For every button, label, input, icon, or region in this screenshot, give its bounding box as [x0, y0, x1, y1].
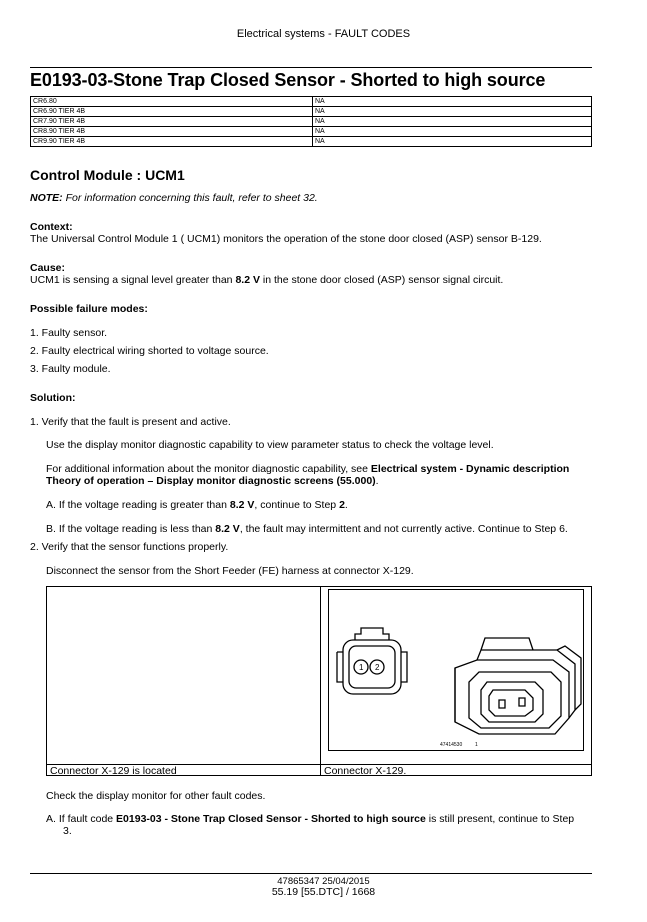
- model-value: NA: [313, 107, 592, 117]
- model-row: [31, 137, 592, 147]
- footer-rule: [30, 873, 592, 874]
- step-a-step: 2: [339, 499, 345, 511]
- cause-text: [30, 274, 503, 286]
- cause-post: in the stone door closed (ASP) sensor signal circuit.: [259, 274, 504, 286]
- failure-mode-item: 2. Faulty electrical wiring shorted to voltage source.: [30, 345, 269, 357]
- image-id: 47414530: [440, 742, 463, 748]
- page-header: Electrical systems - FAULT CODES: [236, 28, 411, 40]
- cause-value: 8.2 V: [235, 274, 260, 286]
- connector-drawing: [329, 590, 583, 750]
- solution-step-1: 1. Verify that the fault is present and active.: [30, 416, 231, 428]
- control-module-heading: Control Module : UCM1: [30, 167, 185, 183]
- step-b-pre: B. If the voltage reading is less than: [46, 523, 216, 535]
- cause-pre: UCM1 is sensing a signal level greater than: [30, 274, 236, 286]
- model-table: [30, 96, 592, 147]
- solution-step-2-text: Disconnect the sensor from the Short Feeder (FE) harness at connector X-129.: [46, 565, 414, 577]
- after-step-a: [46, 813, 594, 837]
- step-a-end: .: [344, 499, 348, 511]
- note: [30, 192, 318, 204]
- step-b-post: , the fault may intermittent and not currently active. Continue to Step 6.: [239, 523, 568, 535]
- context-text: The Universal Control Module 1 ( UCM1) monitors the operation of the stone door closed (ASP) sensor B-129.: [30, 233, 542, 245]
- model-row: [31, 107, 592, 117]
- context-heading: Context:: [30, 221, 73, 233]
- failure-mode-item: 1. Faulty sensor.: [30, 327, 108, 339]
- footer-doc: 47865347 25/04/2015: [277, 876, 370, 887]
- step-a-mid: , continue to Step: [254, 499, 340, 511]
- note-label: NOTE:: [30, 192, 63, 204]
- note-text: For information concerning this fault, refer to sheet 32.: [65, 192, 318, 204]
- after-step-a-pre: A. If fault code: [46, 813, 117, 825]
- after-step-a-fault: E0193-03 - Stone Trap Closed Sensor - Shorted to high source: [116, 813, 426, 825]
- solution-step-1-text: Use the display monitor diagnostic capability to view parameter status to check the voltage level.: [46, 439, 494, 451]
- footer-page: 55.19 [55.DTC] / 1668: [271, 886, 376, 898]
- model-value: NA: [313, 127, 592, 137]
- model-name: CR7.90 TIER 4B: [31, 117, 313, 127]
- model-name: CR8.90 TIER 4B: [31, 127, 313, 137]
- model-row: [31, 127, 592, 137]
- reference-pre: For additional information about the monitor diagnostic capability, see: [46, 463, 371, 475]
- after-step-a-mid: is still present, continue to Step: [425, 813, 575, 825]
- check-monitor-text: Check the display monitor for other fault codes.: [46, 790, 266, 802]
- cause-heading: Cause:: [30, 262, 66, 274]
- pin-2-label: 2: [375, 663, 380, 672]
- reference-end: .: [375, 475, 379, 487]
- title-rule: [30, 67, 592, 68]
- step-a-voltage: 8.2 V: [229, 499, 255, 511]
- solution-step-2: 2. Verify that the sensor functions properly.: [30, 541, 229, 553]
- solution-step-1-reference: [46, 463, 594, 487]
- failure-modes-heading: Possible failure modes:: [30, 303, 148, 315]
- model-value: NA: [313, 97, 592, 107]
- figure-right-caption: Connector X-129.: [324, 765, 407, 777]
- page-title: E0193-03-Stone Trap Closed Sensor - Shorted to high source: [30, 70, 546, 90]
- step-a-pre: A. If the voltage reading is greater than: [46, 499, 230, 511]
- model-name: CR6.80: [31, 97, 313, 107]
- figure-left-caption: Connector X-129 is located: [50, 765, 177, 777]
- image-number: 1: [475, 742, 478, 748]
- pin-1-label: 1: [359, 663, 364, 672]
- connector-figure: [46, 586, 592, 776]
- reference-link-1[interactable]: Electrical system - Dynamic description: [370, 463, 570, 475]
- step-b-voltage: 8.2 V: [215, 523, 240, 535]
- model-name: CR9.90 TIER 4B: [31, 137, 313, 147]
- model-value: NA: [313, 137, 592, 147]
- connector-image: [328, 589, 584, 751]
- solution-step-1a: [46, 499, 348, 511]
- solution-heading: Solution:: [30, 392, 76, 404]
- reference-link-2[interactable]: Theory of operation – Display monitor diagnostic screens (55.000): [46, 475, 376, 487]
- solution-step-1b: [46, 523, 568, 535]
- model-value: NA: [313, 117, 592, 127]
- model-row: [31, 97, 592, 107]
- after-step-a-end: 3.: [63, 825, 72, 837]
- failure-mode-item: 3. Faulty module.: [30, 363, 111, 375]
- figure-divider: [320, 587, 321, 775]
- model-name: CR6.90 TIER 4B: [31, 107, 313, 117]
- model-row: [31, 117, 592, 127]
